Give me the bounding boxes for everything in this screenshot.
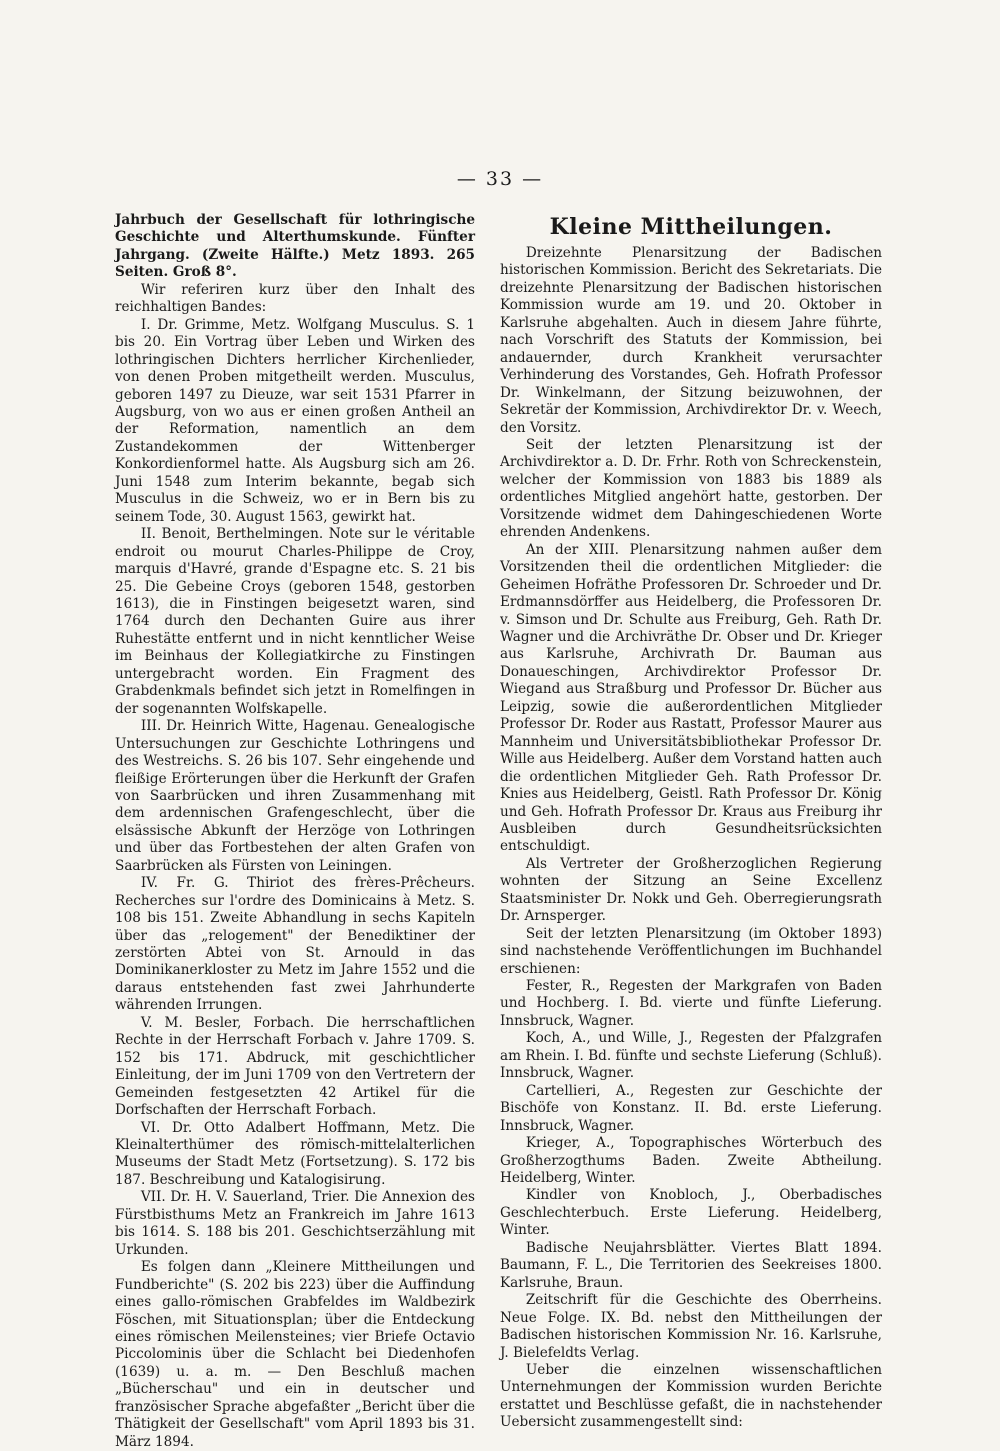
paragraph: Ueber die einzelnen wissenschaftlichen Unternehmungen der Kommission wurden Berichte erstattet und Beschlüsse gefaßt, die in nachstehender Uebersicht zusammengestellt sind:: [500, 1362, 882, 1431]
paragraph: II. Benoit, Berthelmingen. Note sur le véritable endroit ou mourut Charles-Philippe de Croy, marquis d'Havré, grande d'Espagne etc. S. 21 bis 25. Die Gebeine Croys (geboren 1548, gestorben 1613), die in Finstingen beigesetzt waren, sind 1764 durch den Dechanten Guire aus ihrer Ruhestätte entfernt und in nicht kenntlicher Weise im Beinhaus der Kollegiatkirche zu Finstingen untergebracht worden. Ein Fragment des Grabdenkmals befindet sich jetzt in Romelfingen in der sogenannten Wolfskapelle.: [115, 526, 475, 717]
paragraph: Jahrbuch der Gesellschaft für lothringische Geschichte und Alterthumskunde. Fünfter Jahrgang. (Zweite Hälfte.) Metz 1893. 265 Seiten. Groß 8°.: [115, 212, 475, 281]
paragraph: An der XIII. Plenarsitzung nahmen außer dem Vorsitzenden theil die ordentlichen Mitglieder: die Geheimen Hofräthe Professoren Dr. Schroeder und Dr. Erdmannsdörffer aus Heidelberg, die Professoren Dr. v. Simson und Dr. Schulte aus Freiburg, Geh. Rath Dr. Wagner und die Archivräthe Dr. Obser und Dr. Krieger aus Karlsruhe, Archivrath Dr. Bauman aus Donaueschingen, Archivdirektor Professor Dr. Wiegand aus Straßburg und Professor Dr. Bücher aus Leipzig, sowie die außerordentlichen Mitglieder Professor Dr. Roder aus Rastatt, Professor Maurer aus Mannheim und Universitätsbibliothekar Professor Dr. Wille aus Heidelberg. Außer dem Vorstand hatten auch die ordentlichen Mitglieder Geh. Rath Professor Dr. Knies aus Heidelberg, Geistl. Rath Professor Dr. König und Geh. Hofrath Professor Dr. Kraus aus Freiburg ihr Ausbleiben durch Gesundheitsrücksichten entschuldigt.: [500, 541, 882, 855]
paragraph: Wir referiren kurz über den Inhalt des reichhaltigen Bandes:: [115, 281, 475, 316]
paragraph: VI. Dr. Otto Adalbert Hoffmann, Metz. Die Kleinalterthümer des römisch-mittelalterlichen Museums der Stadt Metz (Fortsetzung). S. 172 bis 187. Beschreibung und Katalogisirung.: [115, 1119, 475, 1188]
paragraph: Es folgen dann „Kleinere Mittheilungen und Fundberichte" (S. 202 bis 223) über die Auffindung eines gallo-römischen Grabfeldes im Waldbezirk Föschen, mit Situationsplan; über die Entdeckung eines römischen Meilensteines; vier Briefe Octavio Piccolominis über die Schlacht bei Diedenhofen (1639) u. a. m. — Den Beschluß machen „Bücherschau" und ein in deutscher und französischer Sprache abgefaßter „Bericht über die Thätigkeit der Gesellschaft" vom April 1893 bis 31. März 1894.: [115, 1259, 475, 1450]
page-number: — 33 —: [456, 168, 544, 190]
paragraph: IV. Fr. G. Thiriot des frères-Prêcheurs. Recherches sur l'ordre des Dominicains à Metz. S. 108 bis 151. Zweite Abhandlung in sechs Kapiteln über das „relogement" der Benediktiner der zerstörten Abtei von St. Arnould in das Dominikanerkloster zu Metz im Jahre 1552 und die daraus entstehenden fast zwei Jahrhunderte währenden Irrungen.: [115, 875, 475, 1014]
paragraph: Seit der letzten Plenarsitzung (im Oktober 1893) sind nachstehende Veröffentlichungen im Buchhandel erschienen:: [500, 925, 882, 977]
paragraph: V. M. Besler, Forbach. Die herrschaftlichen Rechte in der Herrschaft Forbach v. Jahre 1709. S. 152 bis 171. Abdruck, mit geschichtlicher Einleitung, der im Juni 1709 von den Vertretern der Gemeinden festgesetzten 42 Artikel für die Dorfschaften der Herrschaft Forbach.: [115, 1014, 475, 1119]
paragraph: Fester, R., Regesten der Markgrafen von Baden und Hochberg. I. Bd. vierte und fünfte Lieferung. Innsbruck, Wagner.: [500, 978, 882, 1029]
paragraph: Kindler von Knobloch, J., Oberbadisches Geschlechterbuch. Erste Lieferung. Heidelberg, Winter.: [500, 1187, 882, 1239]
paragraph: Zeitschrift für die Geschichte des Oberrheins. Neue Folge. IX. Bd. nebst den Mittheilungen der Badischen historischen Kommission Nr. 16. Karlsruhe, J. Bielefeldts Verlag.: [500, 1292, 882, 1361]
paragraph: VII. Dr. H. V. Sauerland, Trier. Die Annexion des Fürstbisthums Metz an Frankreich im Jahre 1613 bis 1614. S. 188 bis 201. Geschichtserzählung mit Urkunden.: [115, 1189, 475, 1258]
paragraph: Als Vertreter der Großherzoglichen Regierung wohnten der Sitzung an Seine Excellenz Staatsminister Dr. Nokk und Geh. Oberregierungsrath Dr. Arnsperger.: [500, 855, 882, 925]
paragraph: Koch, A., und Wille, J., Regesten der Pfalzgrafen am Rhein. I. Bd. fünfte und sechste Lieferung (Schluß). Innsbruck, Wagner.: [500, 1030, 882, 1082]
paragraph: Krieger, A., Topographisches Wörterbuch des Großherzogthums Baden. Zweite Abtheilung. Heidelberg, Winter.: [500, 1135, 882, 1187]
paragraph: Seit der letzten Plenarsitzung ist der Archivdirektor a. D. Dr. Frhr. Roth von Schreckenstein, welcher der Kommission von 1883 bis 1889 als ordentliches Mitglied angehört hatte, gestorben. Der Vorsitzende widmet dem Dahingeschiedenen Worte ehrenden Andenkens.: [500, 436, 882, 541]
paragraph: III. Dr. Heinrich Witte, Hagenau. Genealogische Untersuchungen zur Geschichte Lothringens und des Westreichs. S. 26 bis 107. Sehr eingehende und fleißige Erörterungen über die Herkunft der Grafen von Saarbrücken und ihren Zusammenhang mit dem ardennischen Grafengeschlecht, über die elsässische Abkunft der Herzöge von Lothringen und über das Fortbestehen der alten Grafen von Saarbrücken als Fürsten von Leiningen.: [115, 718, 475, 874]
right-column-body: [500, 245, 882, 1432]
paragraph: Dreizehnte Plenarsitzung der Badischen historischen Kommission. Bericht des Sekretariats. Die dreizehnte Plenarsitzung der Badischen historischen Kommission wurde am 19. und 20. Oktober in Karlsruhe abgehalten. Auch in diesem Jahre führte, nach Vorschrift des Statuts der Kommission, bei andauernder, durch Krankheit verursachter Verhinderung des Vorstandes, Geh. Hofrath Professor Dr. Winkelmann, der Sitzung beizuwohnen, der Sekretär der Kommission, Archivdirektor Dr. v. Weech, den Vorsitz.: [500, 245, 882, 436]
paragraph: I. Dr. Grimme, Metz. Wolfgang Musculus. S. 1 bis 20. Ein Vortrag über Leben und Wirken des lothringischen Dichters herrlicher Kirchenlieder, von denen Proben mitgetheilt werden. Musculus, geboren 1497 zu Dieuze, war seit 1531 Pfarrer in Augsburg, von wo aus er einen großen Antheil an der Reformation, namentlich an dem Zustandekommen der Wittenberger Konkordienformel hatte. Als Augsburg sich am 26. Juni 1548 zum Interim bekannte, begab sich Musculus in die Schweiz, wo er in Bern bis zu seinem Tode, 30. August 1563, gewirkt hat.: [115, 316, 475, 525]
paragraph: Badische Neujahrsblätter. Viertes Blatt 1894. Baumann, F. L., Die Territorien des Seekreises 1800. Karlsruhe, Braun.: [500, 1239, 882, 1291]
left-column: [115, 212, 475, 1451]
right-column: [500, 212, 882, 1432]
paragraph: Cartellieri, A., Regesten zur Geschichte der Bischöfe von Konstanz. II. Bd. erste Lieferung. Innsbruck, Wagner.: [500, 1082, 882, 1134]
section-heading: Kleine Mittheilungen.: [549, 214, 833, 240]
